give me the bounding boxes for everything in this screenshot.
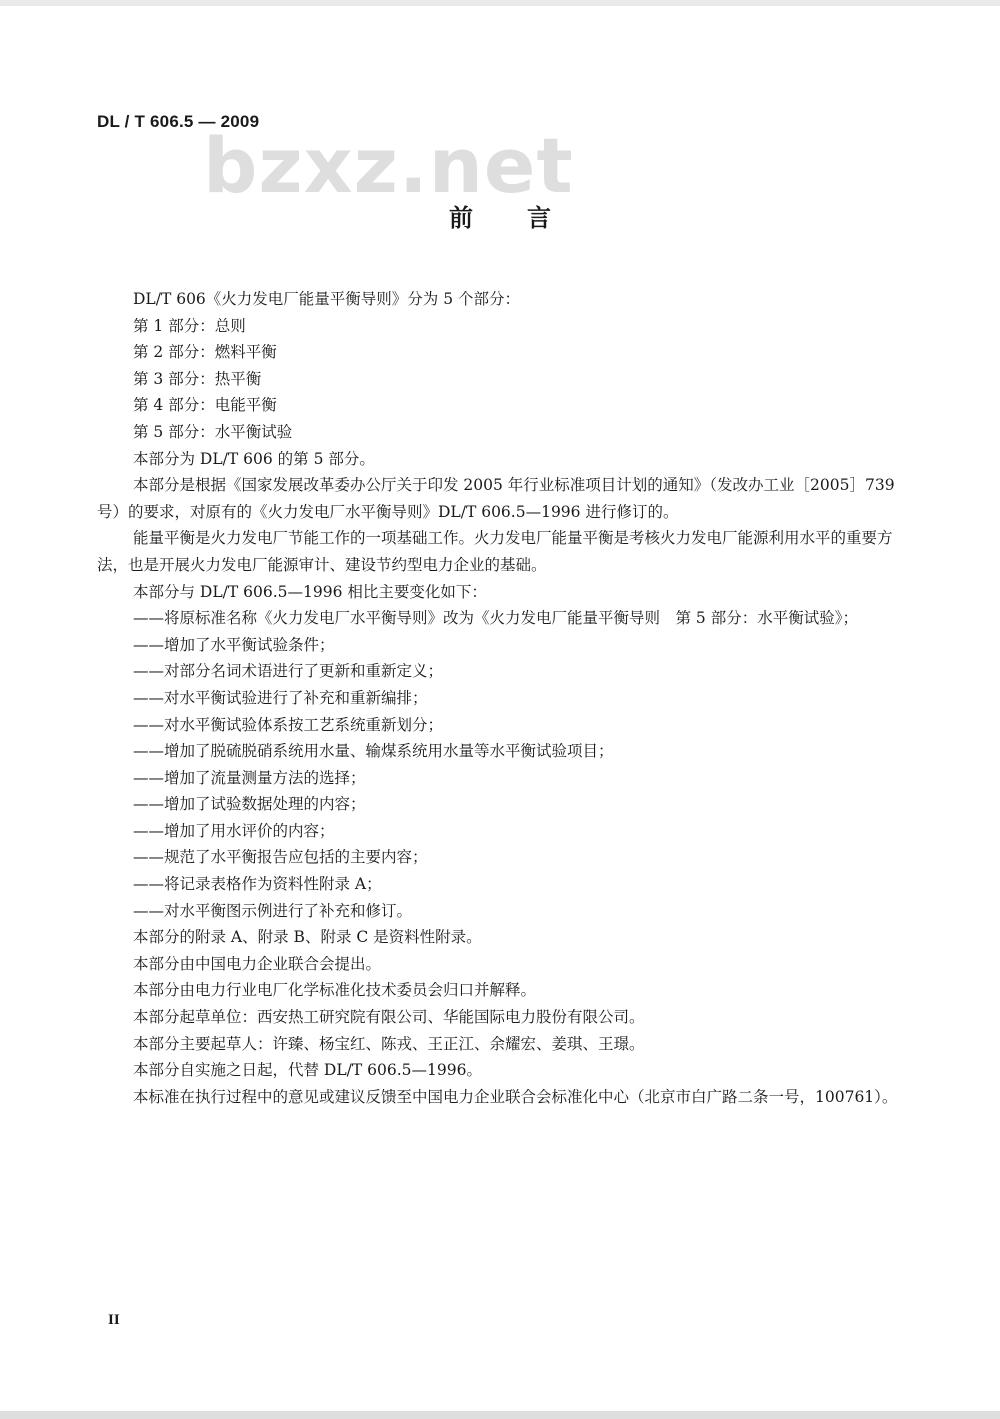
page-title: 前言 — [449, 204, 605, 232]
paragraph-replaces: 本部分自实施之日起，代替 DL/T 606.5—1996。 — [133, 1061, 482, 1080]
change-item: ——对水平衡试验体系按工艺系统重新划分； — [133, 715, 444, 734]
list-item-part-3: 第 3 部分：热平衡 — [133, 369, 262, 388]
paragraph-drafters: 本部分主要起草人：许臻、杨宝红、陈戎、王正江、余耀宏、姜琪、王璟。 — [133, 1034, 645, 1053]
change-item: ——增加了试验数据处理的内容； — [133, 795, 366, 814]
change-item: ——将原标准名称《火力发电厂水平衡导则》改为《火力发电厂能量平衡导则 第 5 部分：水平衡试验》； — [133, 609, 858, 628]
list-item-part-1: 第 1 部分：总则 — [133, 316, 246, 335]
paragraph-administered-by: 本部分由电力行业电厂化学标准化技术委员会归口并解释。 — [133, 981, 537, 1000]
change-item: ——增加了流量测量方法的选择； — [133, 768, 366, 787]
change-item: ——对水平衡试验进行了补充和重新编排； — [133, 688, 428, 707]
page-edge-top — [0, 0, 1000, 6]
paragraph-changes-intro: 本部分与 DL/T 606.5—1996 相比主要变化如下： — [133, 582, 487, 601]
page-edge-bottom — [0, 1411, 1000, 1419]
change-item: ——对水平衡图示例进行了补充和修订。 — [133, 901, 413, 920]
change-item: ——将记录表格作为资料性附录 A； — [133, 875, 382, 894]
watermark: bzxz.net — [203, 121, 574, 210]
paragraph-intro: DL/T 606《火力发电厂能量平衡导则》分为 5 个部分： — [133, 290, 521, 308]
paragraph-appendices: 本部分的附录 A、附录 B、附录 C 是资料性附录。 — [133, 928, 482, 947]
paragraph-this-part: 本部分为 DL/T 606 的第 5 部分。 — [133, 449, 375, 468]
paragraph-proposed-by: 本部分由中国电力企业联合会提出。 — [133, 954, 382, 973]
paragraph-energy-balance: 能量平衡是火力发电厂节能工作的一项基础工作。火力发电厂能量平衡是考核火力发电厂能源利用水平的重要方法，也是开展火力发电厂能源审计、建设节约型电力企业的基础。 — [97, 529, 893, 574]
change-item: ——增加了用水评价的内容； — [133, 821, 335, 840]
paragraph-basis: 本部分是根据《国家发展改革委办公厅关于印发 2005 年行业标准项目计划的通知》（发改办工业［2005］739 号）的要求，对原有的《火力发电厂水平衡导则》DL/T 606.5—1996 进行修订的。 — [97, 476, 895, 521]
preface-body — [97, 286, 899, 1110]
list-item-part-5: 第 5 部分：水平衡试验 — [133, 422, 293, 441]
change-item: ——增加了水平衡试验条件； — [133, 635, 335, 654]
list-item-part-4: 第 4 部分：电能平衡 — [133, 396, 277, 415]
list-item-part-2: 第 2 部分：燃料平衡 — [133, 343, 277, 362]
change-item: ——对部分名词术语进行了更新和重新定义； — [133, 662, 444, 681]
change-item: ——规范了水平衡报告应包括的主要内容； — [133, 848, 428, 867]
paragraph-feedback: 本标准在执行过程中的意见或建议反馈至中国电力企业联合会标准化中心（北京市白广路二条一号，100761）。 — [133, 1087, 898, 1106]
paragraph-drafting-units: 本部分起草单位：西安热工研究院有限公司、华能国际电力股份有限公司。 — [133, 1008, 645, 1027]
change-item: ——增加了脱硫脱硝系统用水量、输煤系统用水量等水平衡试验项目； — [133, 742, 614, 761]
standard-code-header: DL / T 606.5 — 2009 — [97, 112, 260, 131]
page-number: II — [108, 1312, 120, 1328]
